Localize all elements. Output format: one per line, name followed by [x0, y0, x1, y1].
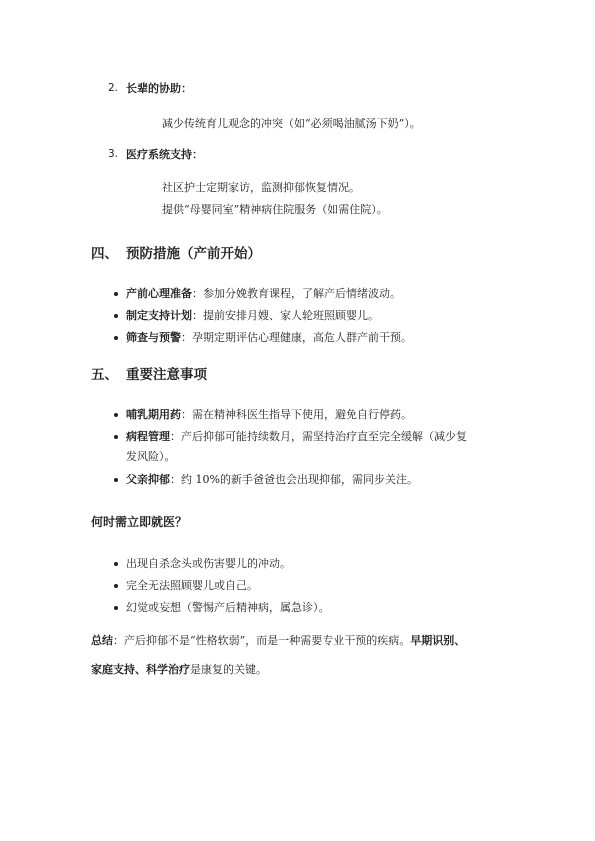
- bullet-desc: ：产后抑郁可能持续数月，需坚持治疗直至完全缓解（减少复: [170, 430, 467, 443]
- bullet-icon: [114, 413, 118, 417]
- bullet-term: 制定支持计划: [126, 309, 192, 322]
- bullet-text: [126, 330, 412, 345]
- summary-bold: 家庭支持、科学治疗: [91, 663, 190, 676]
- list-title: 医疗系统支持：: [126, 148, 203, 161]
- list-line: 提供“母婴同室”精神病住院服务（如需住院）。: [162, 203, 388, 216]
- bullet-icon: [114, 314, 118, 318]
- list-line: 减少传统育儿观念的冲突（如“必须喝油腻汤下奶”）。: [162, 117, 421, 130]
- bullet-text: [126, 472, 418, 487]
- bullet-text: [126, 308, 379, 323]
- bullet-text: 出现自杀念头或伤害婴儿的冲动。: [126, 557, 291, 570]
- section-title: 重要注意事项: [126, 367, 207, 383]
- bullet-term: 产前心理准备: [126, 287, 192, 300]
- list-title: 长辈的协助：: [126, 82, 192, 95]
- section-title: 预防措施（产前开始）: [126, 246, 261, 262]
- bullet-icon: [114, 478, 118, 482]
- bullet-desc: ：提前安排月嫂、家人轮班照顾婴儿。: [192, 309, 379, 322]
- bullet-term: 哺乳期用药: [126, 408, 181, 421]
- bullet-icon: [114, 584, 118, 588]
- list-number: 2.: [108, 82, 119, 94]
- bullet-text: [126, 429, 467, 444]
- bullet-desc: ：参加分娩教育课程，了解产后情绪波动。: [192, 287, 401, 300]
- summary-text: ：产后抑郁不是“性格软弱”，而是一种需要专业干预的疾病。: [113, 634, 411, 647]
- bullet-text: 幻觉或妄想（警惕产后精神病，属急诊）。: [126, 601, 330, 614]
- list-number: 3.: [108, 148, 119, 160]
- bullet-term: 病程管理: [126, 430, 170, 443]
- bullet-icon: [114, 435, 118, 439]
- bullet-desc: ：需在精神科医生指导下使用，避免自行停药。: [181, 408, 412, 421]
- bullet-desc: ：孕期定期评估心理健康，高危人群产前干预。: [181, 331, 412, 344]
- summary-label: 总结: [91, 634, 113, 647]
- bullet-icon: [114, 336, 118, 340]
- bullet-icon: [114, 292, 118, 296]
- summary-text: 是康复的关键。: [190, 663, 267, 676]
- bullet-icon: [114, 606, 118, 610]
- summary-line: [91, 633, 465, 648]
- bullet-term: 筛查与预警: [126, 331, 181, 344]
- bullet-icon: [114, 562, 118, 566]
- bullet-text-continued: 发风险）。: [126, 450, 176, 463]
- bullet-desc: ：约 10%的新手爸爸也会出现抑郁，需同步关注。: [170, 473, 418, 486]
- urgent-heading: 何时需立即就医？: [91, 515, 188, 529]
- list-line: 社区护士定期家访，监测抑郁恢复情况。: [162, 181, 360, 194]
- bullet-text: 完全无法照顾婴儿或自己。: [126, 579, 258, 592]
- section-number: 五、: [91, 367, 118, 383]
- summary-line: [91, 662, 267, 677]
- section-number: 四、: [91, 246, 118, 262]
- bullet-text: [126, 286, 401, 301]
- bullet-text: [126, 407, 412, 422]
- summary-bold: 早期识别、: [410, 634, 466, 647]
- bullet-term: 父亲抑郁: [126, 473, 170, 486]
